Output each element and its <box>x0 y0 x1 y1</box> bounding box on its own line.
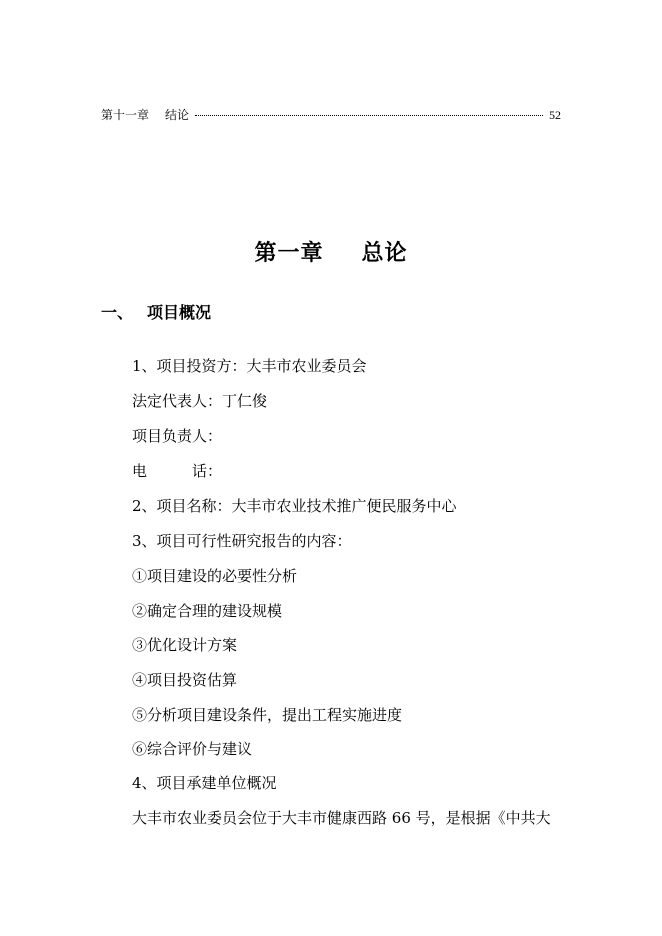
chapter-number: 第一章 <box>254 240 324 266</box>
list-item-2: ②确定合理的建设规模 <box>132 602 283 620</box>
section-title: 项目概况 <box>147 303 212 322</box>
phone-line <box>132 460 222 481</box>
toc-page-number: 52 <box>549 108 561 122</box>
list-item-5: ⑤分析项目建设条件，提出工程实施进度 <box>132 706 403 724</box>
toc-chapter-title: 结论 <box>165 108 190 122</box>
list-item-3: ③优化设计方案 <box>132 636 238 654</box>
project-lead-line: 项目负责人： <box>132 427 223 445</box>
toc-chapter-number: 第十一章 <box>101 108 150 122</box>
chapter-name: 总论 <box>361 240 408 266</box>
investor-line: 1、项目投资方：大丰市农业委员会 <box>132 357 367 375</box>
section-heading <box>101 300 211 323</box>
legal-rep-line: 法定代表人：丁仁俊 <box>132 392 268 410</box>
project-name-line: 2、项目名称：大丰市农业技术推广便民服务中心 <box>132 497 457 515</box>
chapter-title <box>0 236 662 267</box>
list-item-4: ④项目投资估算 <box>132 671 238 689</box>
report-content-line: 3、项目可行性研究报告的内容： <box>132 532 352 550</box>
contractor-heading-line: 4、项目承建单位概况 <box>132 774 277 792</box>
phone-label-part1: 电 <box>132 462 148 480</box>
list-item-6: ⑥综合评价与建议 <box>132 740 253 758</box>
phone-label-part2: 话： <box>192 462 223 480</box>
body-paragraph-start: 大丰市农业委员会位于大丰市健康西路 66 号，是根据《中共大 <box>132 809 551 827</box>
section-number: 一、 <box>101 303 134 322</box>
toc-entry <box>101 106 561 123</box>
list-item-1: ①项目建设的必要性分析 <box>132 567 298 585</box>
toc-leader-dots <box>195 115 543 116</box>
